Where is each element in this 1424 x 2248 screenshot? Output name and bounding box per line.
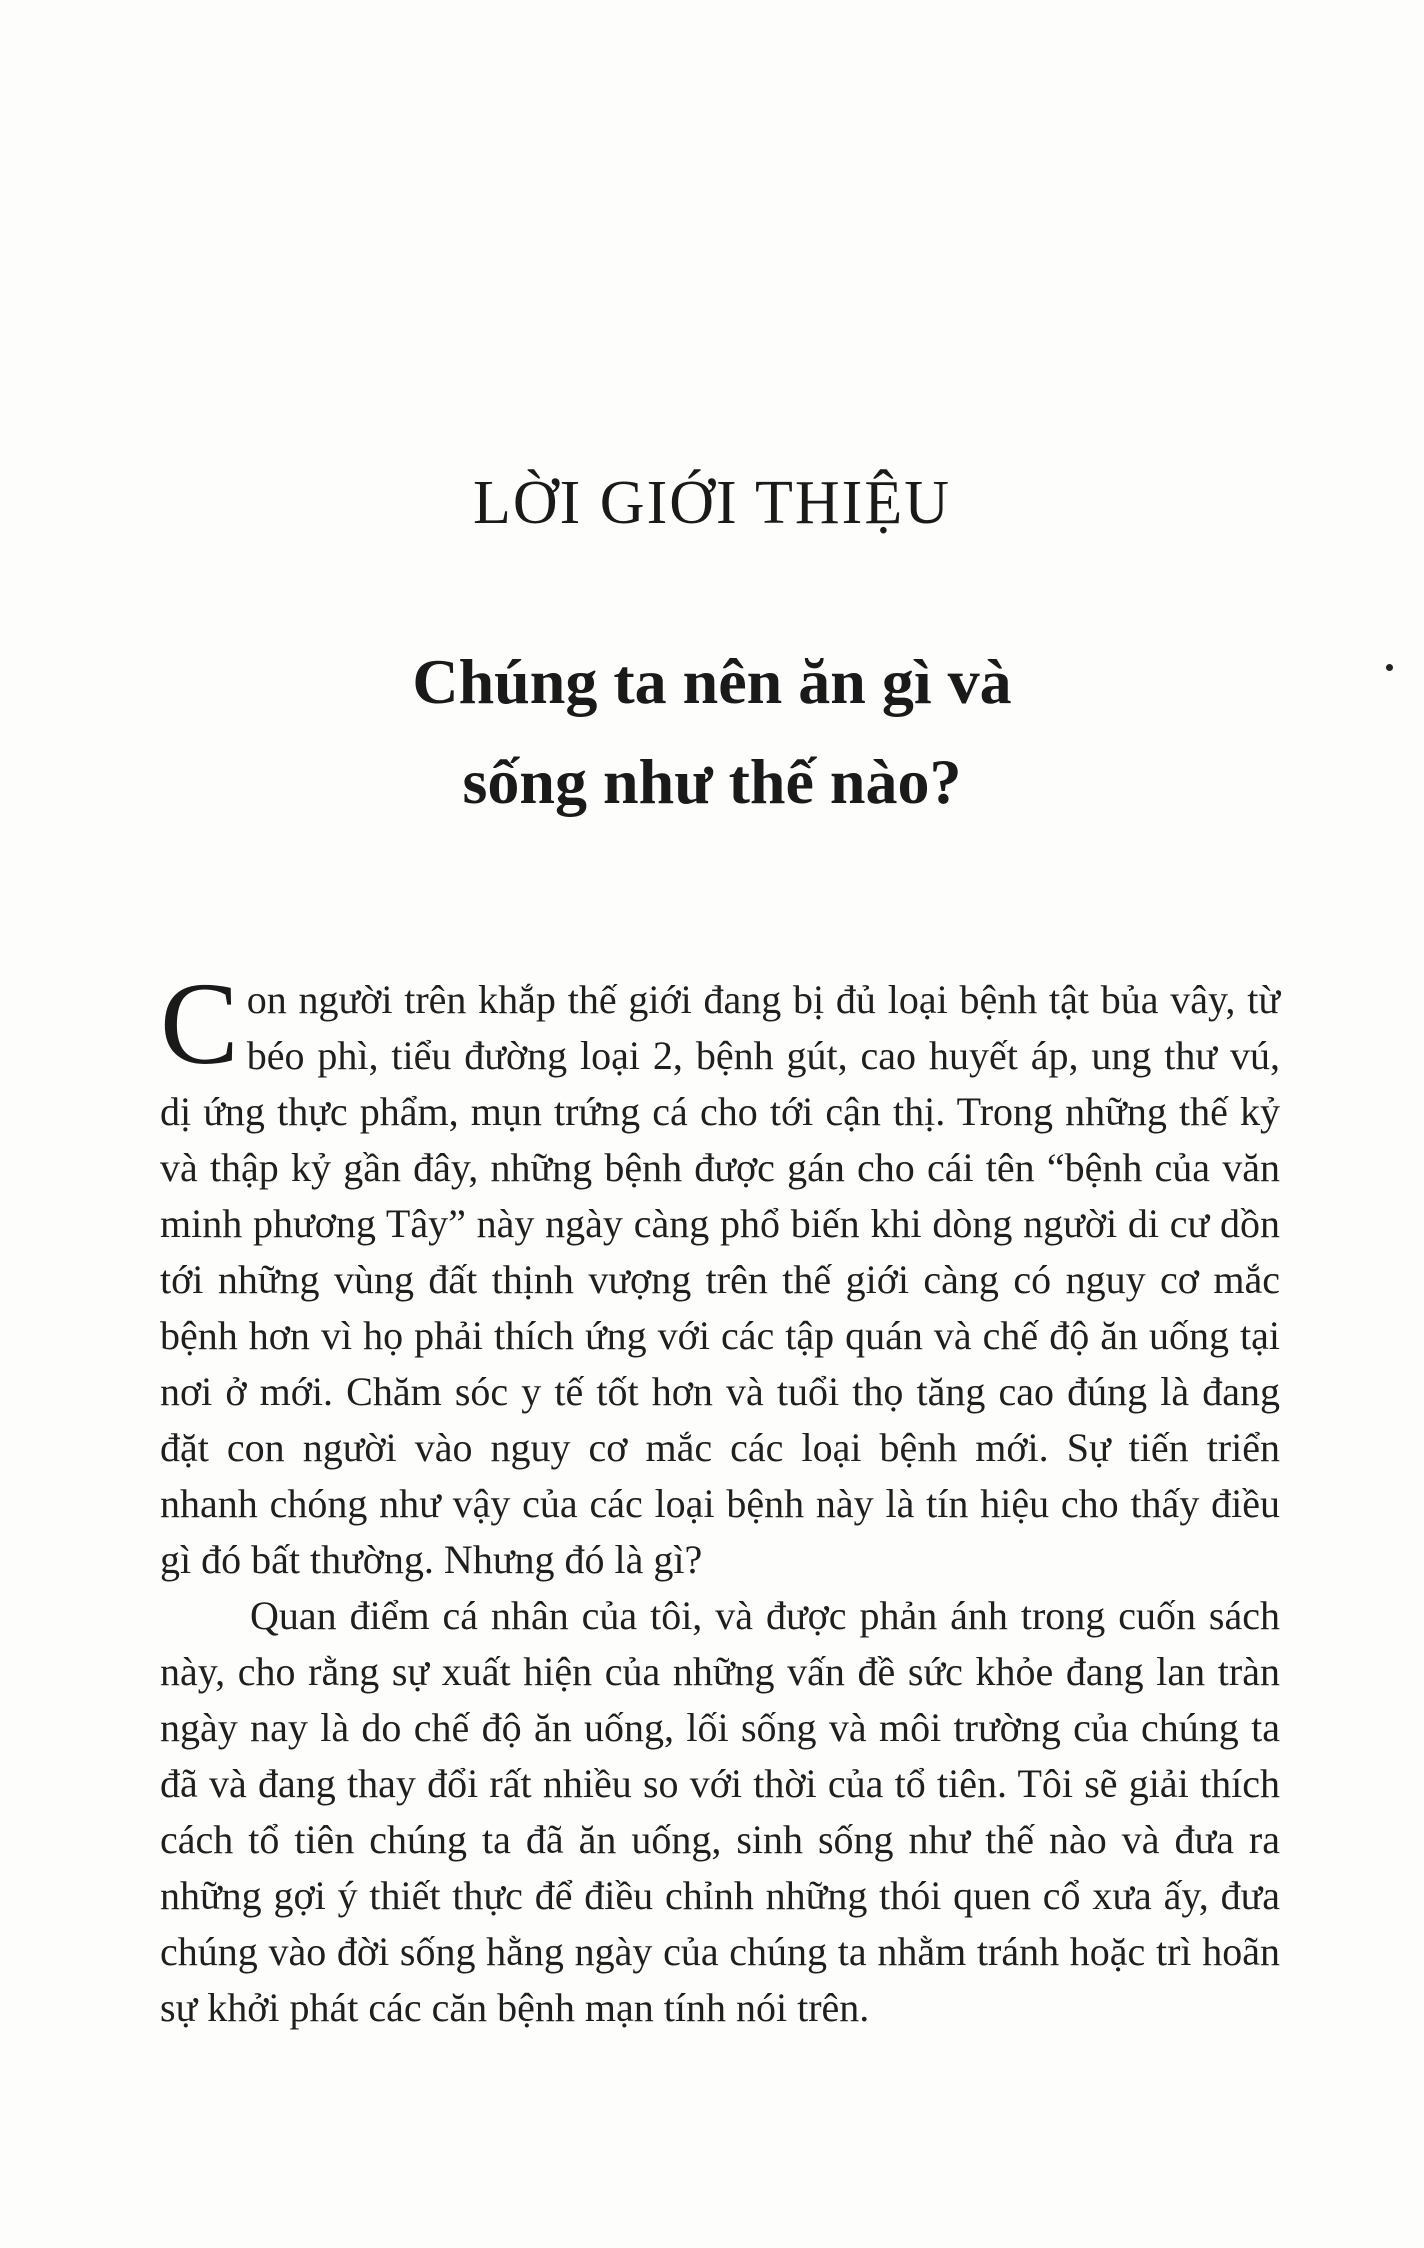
subtitle-line-1: Chúng ta nên ăn gì và [412,646,1012,717]
drop-cap: C [160,958,239,1089]
paragraph-1-text: on người trên khắp thế giới đang bị đủ loại bệnh tật bủa vây, từ béo phì, tiểu đường loại 2, bệnh gút, cao huyết áp, ung thư vú, dị ứng thực phẩm, mụn trứng cá cho tới cận thị. Trong những thế kỷ và thập kỷ gần đây, những bệnh được gán cho cái tên “bệnh của văn minh phương Tây” này ngày càng phổ biến khi dòng người di cư dồn tới những vùng đất thịnh vượng trên thế giới càng có nguy cơ mắc bệnh hơn vì họ phải thích ứng với các tập quán và chế độ ăn uống tại nơi ở mới. Chăm sóc y tế tốt hơn và tuổi thọ tăng cao đúng là đang đặt con người vào nguy cơ mắc các loại bệnh mới. Sự tiến triển nhanh chóng như vậy của các loại bệnh này là tín hiệu cho thấy điều gì đó bất thường. Nhưng đó là gì? [160,977,1280,1582]
subtitle-line-2: sống như thế nào? [462,746,962,817]
paragraph-2: Quan điểm cá nhân của tôi, và được phản ánh trong cuốn sách này, cho rằng sự xuất hiện của những vấn đề sức khỏe đang lan tràn ngày nay là do chế độ ăn uống, lối sống và môi trường của chúng ta đã và đang thay đổi rất nhiều so với thời của tổ tiên. Tôi sẽ giải thích cách tổ tiên chúng ta đã ăn uống, sinh sống như thế nào và đưa ra những gợi ý thiết thực để điều chỉnh những thói quen cổ xưa ấy, đưa chúng vào đời sống hằng ngày của chúng ta nhằm tránh hoặc trì hoãn sự khởi phát các căn bệnh mạn tính nói trên. [160,1593,1280,2030]
paragraph-1 [160,958,1280,1588]
body-text [160,958,1280,2036]
chapter-subtitle [0,632,1424,832]
print-speck [1386,664,1393,671]
chapter-title: LỜI GIỚI THIỆU [473,469,951,537]
